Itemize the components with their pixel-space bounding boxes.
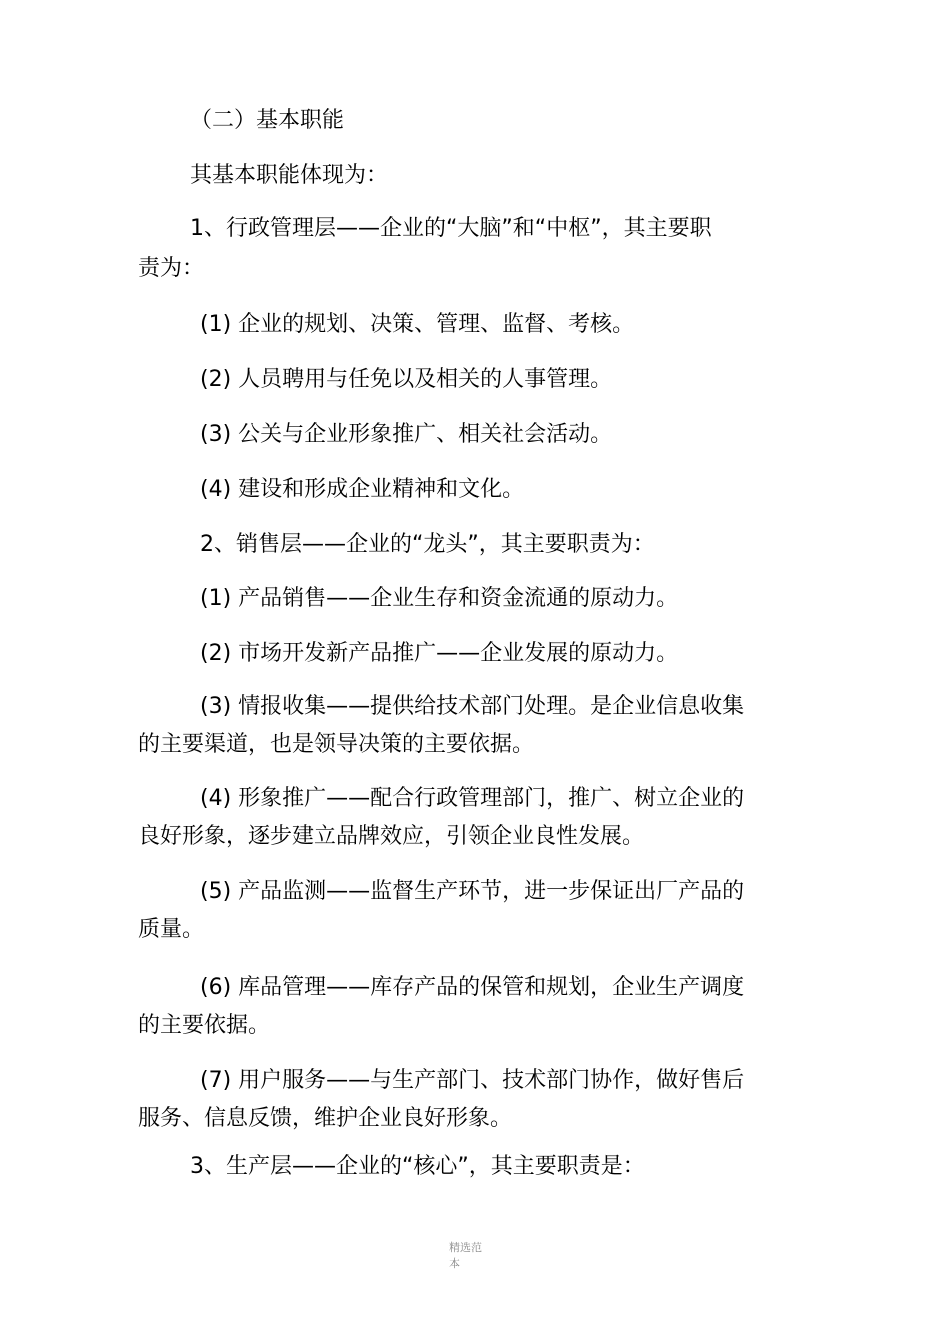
item1-title-line2: 责为： (138, 256, 205, 281)
item2-point-6-line1: (6) 库品管理——库存产品的保管和规划，企业生产调度 (200, 975, 745, 1000)
item2-point-1: (1) 产品销售——企业生存和资金流通的原动力。 (200, 586, 679, 611)
intro-paragraph: 其基本职能体现为： (190, 163, 389, 188)
item1-point-4: (4) 建设和形成企业精神和文化。 (200, 477, 525, 502)
item2-point-3-line2: 的主要渠道，也是领导决策的主要依据。 (138, 732, 535, 757)
item2-point-2: (2) 市场开发新产品推广——企业发展的原动力。 (200, 641, 679, 666)
item2-point-5-line2: 质量。 (138, 917, 205, 942)
footer-watermark-line1: 精选范 (449, 1241, 482, 1254)
item1-point-3: (3) 公关与企业形象推广、相关社会活动。 (200, 422, 613, 447)
item2-point-6-line2: 的主要依据。 (138, 1013, 271, 1038)
section-heading: （二）基本职能 (190, 108, 345, 133)
item2-point-7-line1: (7) 用户服务——与生产部门、技术部门协作，做好售后 (200, 1068, 745, 1093)
item2-point-4-line2: 良好形象，逐步建立品牌效应，引领企业良性发展。 (138, 824, 645, 849)
item2-point-5-line1: (5) 产品监测——监督生产环节，进一步保证出厂产品的 (200, 879, 745, 904)
item2-point-4-line1: (4) 形象推广——配合行政管理部门，推广、树立企业的 (200, 786, 745, 811)
item1-title-line1: 1、行政管理层——企业的“大脑”和“中枢”，其主要职 (190, 216, 712, 241)
footer-watermark-line2: 本 (449, 1257, 460, 1270)
item1-point-2: (2) 人员聘用与任免以及相关的人事管理。 (200, 367, 613, 392)
item2-point-7-line2: 服务、信息反馈，维护企业良好形象。 (138, 1106, 513, 1131)
item2-point-3-line1: (3) 情报收集——提供给技术部门处理。是企业信息收集 (200, 694, 745, 719)
item2-title: 2、销售层——企业的“龙头”，其主要职责为： (200, 532, 655, 557)
item3-title: 3、生产层——企业的“核心”，其主要职责是： (190, 1154, 645, 1179)
item1-point-1: (1) 企业的规划、决策、管理、监督、考核。 (200, 312, 635, 337)
